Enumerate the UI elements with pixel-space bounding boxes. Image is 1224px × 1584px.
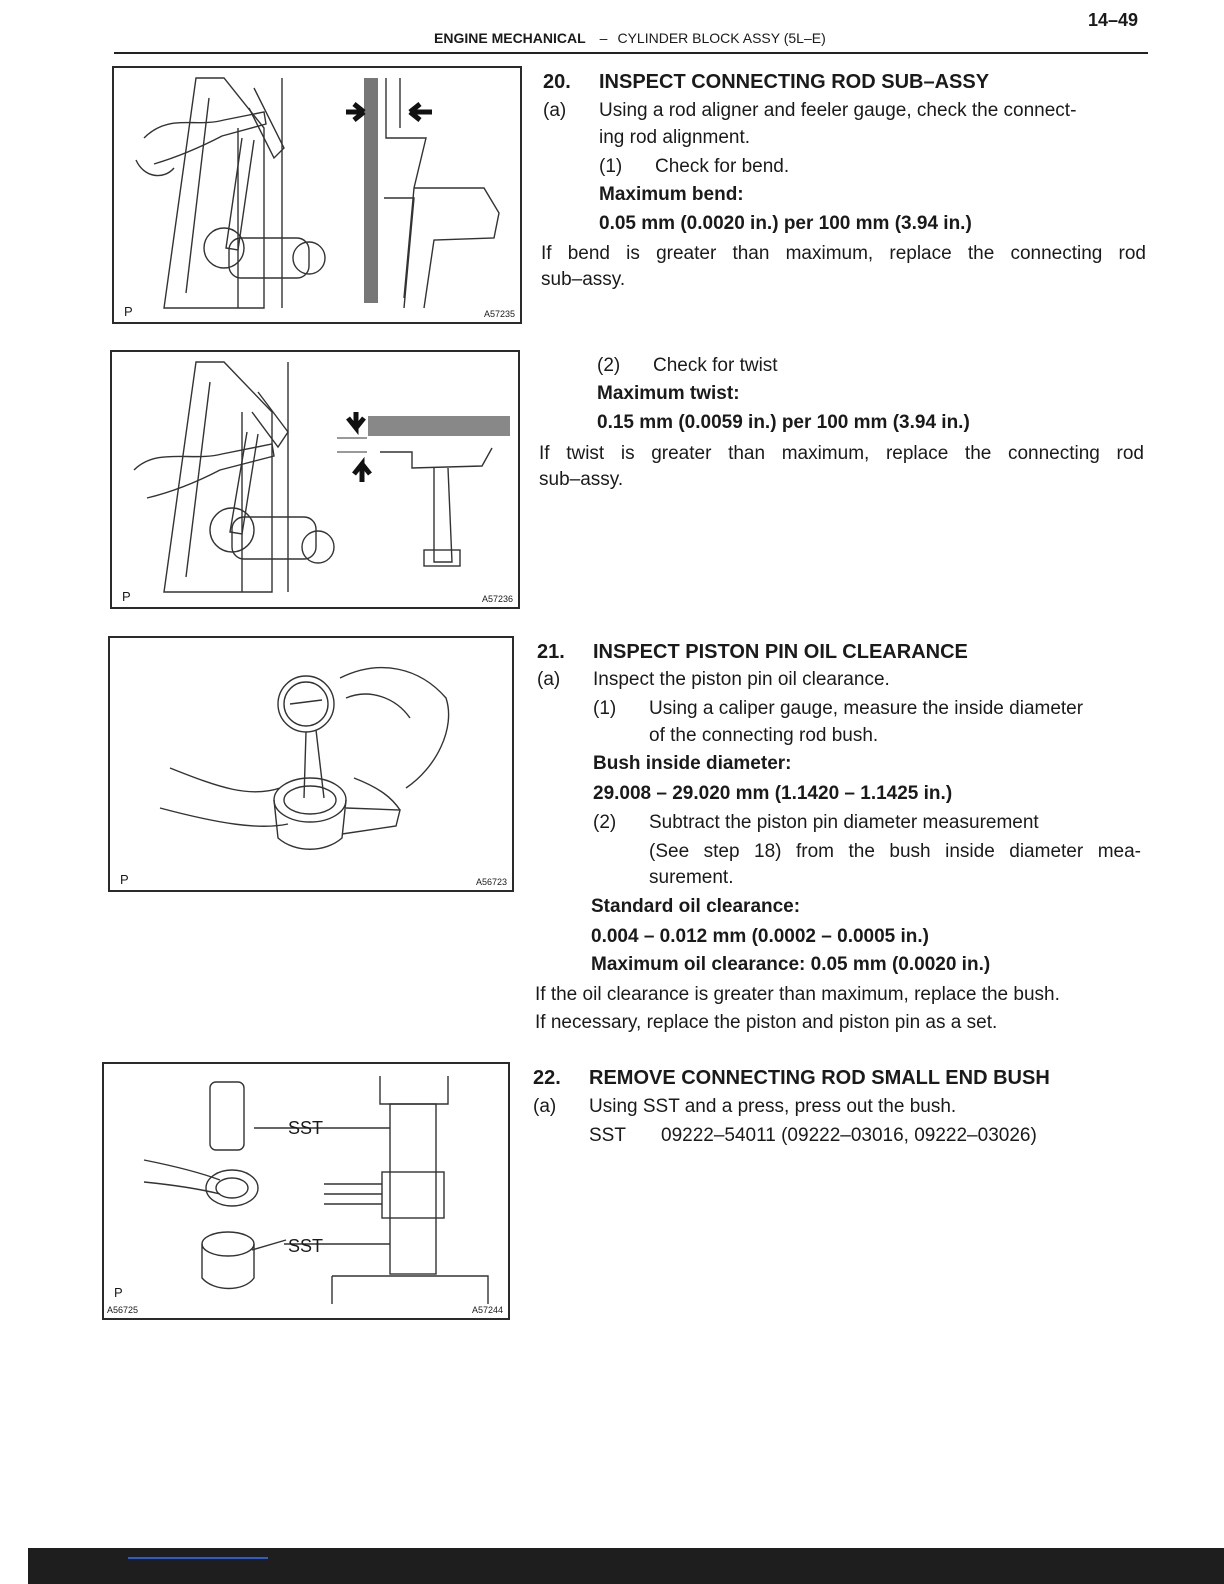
clearance-note-line1: If the oil clearance is greater than maximum, replace the bush. — [535, 984, 1060, 1005]
bend-note-line1: If bend is greater than maximum, replace the connecting rod — [541, 243, 1146, 264]
bottom-link-underline — [128, 1557, 268, 1559]
step21-heading — [537, 640, 968, 664]
figure-code: A56723 — [475, 877, 507, 887]
figure-p-label: P — [124, 304, 133, 319]
step21-sub1-line1: Using a caliper gauge, measure the inside diameter — [649, 698, 1084, 719]
figure-p-label: P — [122, 589, 131, 604]
step21-sub1-label: (1) — [593, 698, 617, 719]
step20-a-line2: ing rod alignment. — [599, 127, 751, 148]
max-twist-value: 0.15 mm (0.0059 in.) per 100 mm (3.94 in.) — [597, 412, 970, 433]
bend-note-line2: sub–assy. — [541, 269, 626, 290]
running-head-separator: – — [599, 30, 608, 46]
clearance-note-line2: If necessary, replace the piston and piston pin as a set. — [535, 1012, 998, 1033]
step21-sub2-label: (2) — [593, 812, 617, 833]
step20-sub1 — [599, 155, 789, 179]
step21-sub1-line2: of the connecting rod bush. — [649, 725, 879, 746]
figure-p-label: P — [120, 872, 129, 887]
step20-a — [543, 99, 1076, 123]
step22-sst — [589, 1124, 1037, 1148]
figure-code: A57235 — [483, 309, 515, 319]
max-clearance: Maximum oil clearance: 0.05 mm (0.0020 in.) — [591, 954, 991, 975]
sst-press-illustration — [104, 1064, 508, 1318]
step21-a-label: (a) — [537, 669, 561, 690]
page-number: 14–49 — [1088, 10, 1139, 30]
max-bend-label: Maximum bend: — [599, 184, 744, 205]
std-clearance-label: Standard oil clearance: — [591, 896, 801, 917]
step20-a-line1: Using a rod aligner and feeler gauge, check the connect- — [599, 100, 1077, 121]
figure-code: A57244 — [471, 1305, 503, 1315]
step22-number: 22. — [533, 1067, 561, 1089]
sst-label: SST — [589, 1125, 626, 1146]
step20-sub1-text: Check for bend. — [655, 156, 790, 177]
figure-caliper-gauge — [108, 636, 514, 892]
step21-sub2-line2: (See step 18) from the bush inside diameter mea- — [649, 841, 1141, 862]
figure-rod-bend — [112, 66, 522, 324]
running-head-subsection: CYLINDER BLOCK ASSY (5L–E) — [617, 30, 826, 46]
step21-sub2-line1: Subtract the piston pin diameter measurement — [649, 812, 1039, 833]
step20-sub2 — [597, 354, 778, 378]
step21-sub2-line3: surement. — [649, 867, 734, 888]
step22-heading — [533, 1066, 1050, 1090]
figure-code-left: A56725 — [107, 1305, 139, 1315]
step22-a-label: (a) — [533, 1096, 557, 1117]
step20-a-label: (a) — [543, 100, 567, 121]
rod-twist-illustration — [112, 352, 518, 607]
bottom-scan-edge — [28, 1548, 1224, 1584]
step22-a-text: Using SST and a press, press out the bush. — [589, 1096, 957, 1117]
running-head-section: ENGINE MECHANICAL — [434, 30, 586, 46]
step21-a — [537, 668, 890, 692]
figure-rod-twist — [110, 350, 520, 609]
step20-title: INSPECT CONNECTING ROD SUB–ASSY — [599, 71, 990, 93]
figure-sst-press — [102, 1062, 510, 1320]
step21-number: 21. — [537, 641, 565, 663]
bush-id-value: 29.008 – 29.020 mm (1.1420 – 1.1425 in.) — [593, 783, 953, 804]
step20-sub1-label: (1) — [599, 156, 623, 177]
step22-title: REMOVE CONNECTING ROD SMALL END BUSH — [589, 1067, 1050, 1089]
max-twist-label: Maximum twist: — [597, 383, 740, 404]
caliper-gauge-illustration — [110, 638, 512, 890]
header-rule — [114, 52, 1148, 54]
bush-id-label: Bush inside diameter: — [593, 753, 792, 774]
twist-note-line1: If twist is greater than maximum, replace the connecting rod — [539, 443, 1144, 464]
step20-sub2-label: (2) — [597, 355, 621, 376]
figure-p-label: P — [114, 1285, 123, 1300]
max-bend-value: 0.05 mm (0.0020 in.) per 100 mm (3.94 in.) — [599, 213, 972, 234]
twist-note-line2: sub–assy. — [539, 469, 624, 490]
sst-part-numbers: 09222–54011 (09222–03016, 09222–03026) — [661, 1125, 1037, 1146]
step21-sub1 — [593, 697, 1083, 721]
step20-heading — [543, 70, 989, 94]
std-clearance-value: 0.004 – 0.012 mm (0.0002 – 0.0005 in.) — [591, 926, 930, 947]
step21-sub2 — [593, 811, 1141, 835]
step22-a — [533, 1095, 956, 1119]
sst-label-top: SST — [288, 1118, 324, 1138]
figure-code: A57236 — [481, 594, 513, 604]
step20-sub2-text: Check for twist — [653, 355, 778, 376]
step21-title: INSPECT PISTON PIN OIL CLEARANCE — [593, 641, 968, 663]
running-head — [434, 30, 826, 46]
step21-a-text: Inspect the piston pin oil clearance. — [593, 669, 890, 690]
step20-number: 20. — [543, 71, 571, 93]
rod-bend-illustration — [114, 68, 520, 322]
sst-label-bottom: SST — [288, 1236, 324, 1256]
